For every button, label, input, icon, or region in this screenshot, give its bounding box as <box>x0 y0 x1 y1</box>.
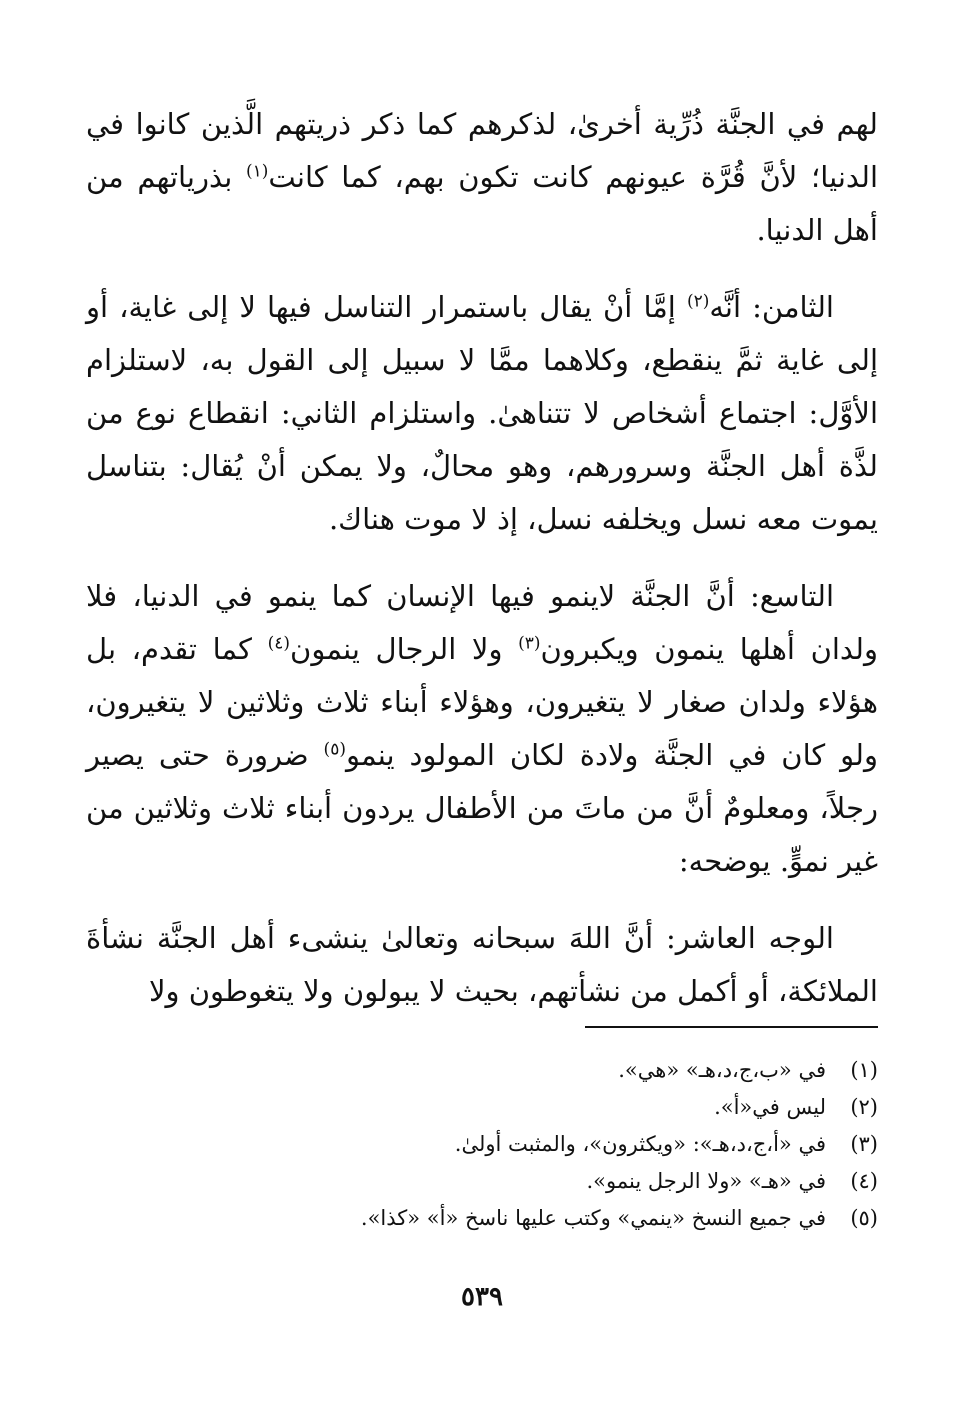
footnote-text: في جميع النسخ «ينمي» وكتب عليها ناسخ «أ» «كذا». <box>360 1206 826 1230</box>
footnote-3 <box>318 1126 878 1163</box>
footnotes <box>318 1052 878 1237</box>
paragraph-3 <box>86 570 878 888</box>
footnote-number: (٤) <box>850 1169 878 1193</box>
page-number: ٥٣٩ <box>461 1282 503 1312</box>
footnote-number: (٥) <box>850 1206 878 1230</box>
paragraph-3-text-a: التاسع: أنَّ الجنَّة لاينمو فيها الإنسان كما ينمو في الدنيا، فلا ولدان أهلها ينمون ويكبرون <box>86 579 878 666</box>
paragraph-4 <box>86 912 878 1018</box>
footnote-text: في «أ،ج،د،هـ»: «ويكثرون»، والمثبت أولىٰ. <box>454 1132 826 1156</box>
paragraph-1 <box>86 98 878 257</box>
footnote-ref-2: (٢) <box>686 291 710 312</box>
footnote-ref-1: (١) <box>245 161 269 182</box>
footnote-4 <box>318 1163 878 1200</box>
footnote-ref-3: (٣) <box>518 633 541 654</box>
footnote-number: (٢) <box>850 1095 878 1119</box>
paragraph-2 <box>86 281 878 546</box>
footnote-text: ليس في«أ». <box>714 1095 826 1119</box>
footnote-number: (١) <box>850 1058 878 1082</box>
paragraph-2-text-b: إمَّا أنْ يقال باستمرار التناسل فيها لا إلى غاية، أو إلى غاية ثمَّ ينقطع، وكلاهما ممَّا لا سبيل إلى القول به، لاستلزام الأوَّل: اجتماع أشخاص لا تتناهىٰ. واستلزام الثاني: انقطاع نوع من لذَّة أهل الجنَّة وسرورهم، وهو محالٌ، ولا يمكن أنْ يُقال: بتناسل يموت معه نسل ويخلفه نسل، إذ لا موت هناك. <box>86 290 878 536</box>
paragraph-3-text-b: ولا الرجال ينمون <box>290 632 519 666</box>
footnote-ref-5: (٥) <box>323 739 346 760</box>
footnote-text: في «هـ» «ولا الرجل ينمو». <box>586 1169 826 1193</box>
footnote-text: في «ب،ج،د،هـ» «هي». <box>618 1058 826 1082</box>
paragraph-1-text-b: بذرياتهم من أهل الدنيا. <box>86 160 878 247</box>
footnote-2 <box>318 1089 878 1126</box>
paragraph-1-text-a: لهم في الجنَّة ذُرِّية أخرىٰ، لذكرهم كما ذكر ذريتهم الَّذين كانوا في الدنيا؛ لأنَّ قُرَّة عيونهم كانت تكون بهم، كما كانت <box>86 107 878 194</box>
footnote-ref-4: (٤) <box>267 633 291 654</box>
footnote-1 <box>318 1052 878 1089</box>
paragraph-2-text-a: الثامن: أنَّه <box>709 290 834 324</box>
footnote-5 <box>318 1200 878 1237</box>
paragraph-3-text-d: ضرورة حتى يصير رجلاً، ومعلومٌ أنَّ من ماتَ من الأطفال يردون أبناء ثلاث وثلاثين من غير نموٍّ. يوضحه: <box>86 738 878 878</box>
paragraph-4-text-a: الوجه العاشر: أنَّ اللهَ سبحانه وتعالىٰ ينشىء أهل الجنَّة نشأةَ الملائكة، أو أكمل من نشأتهم، بحيث لا يبولون ولا يتغوطون ولا <box>86 921 878 1008</box>
paragraph-3-text-c: كما تقدم، بل هؤلاء ولدان صغار لا يتغيرون، وهؤلاء أبناء ثلاث وثلاثين لا يتغيرون، ولو كان في الجنَّة ولادة لكان المولود ينمو <box>86 632 878 772</box>
footnote-separator <box>585 1026 878 1028</box>
main-text <box>86 98 878 1018</box>
footnote-number: (٣) <box>850 1132 878 1156</box>
